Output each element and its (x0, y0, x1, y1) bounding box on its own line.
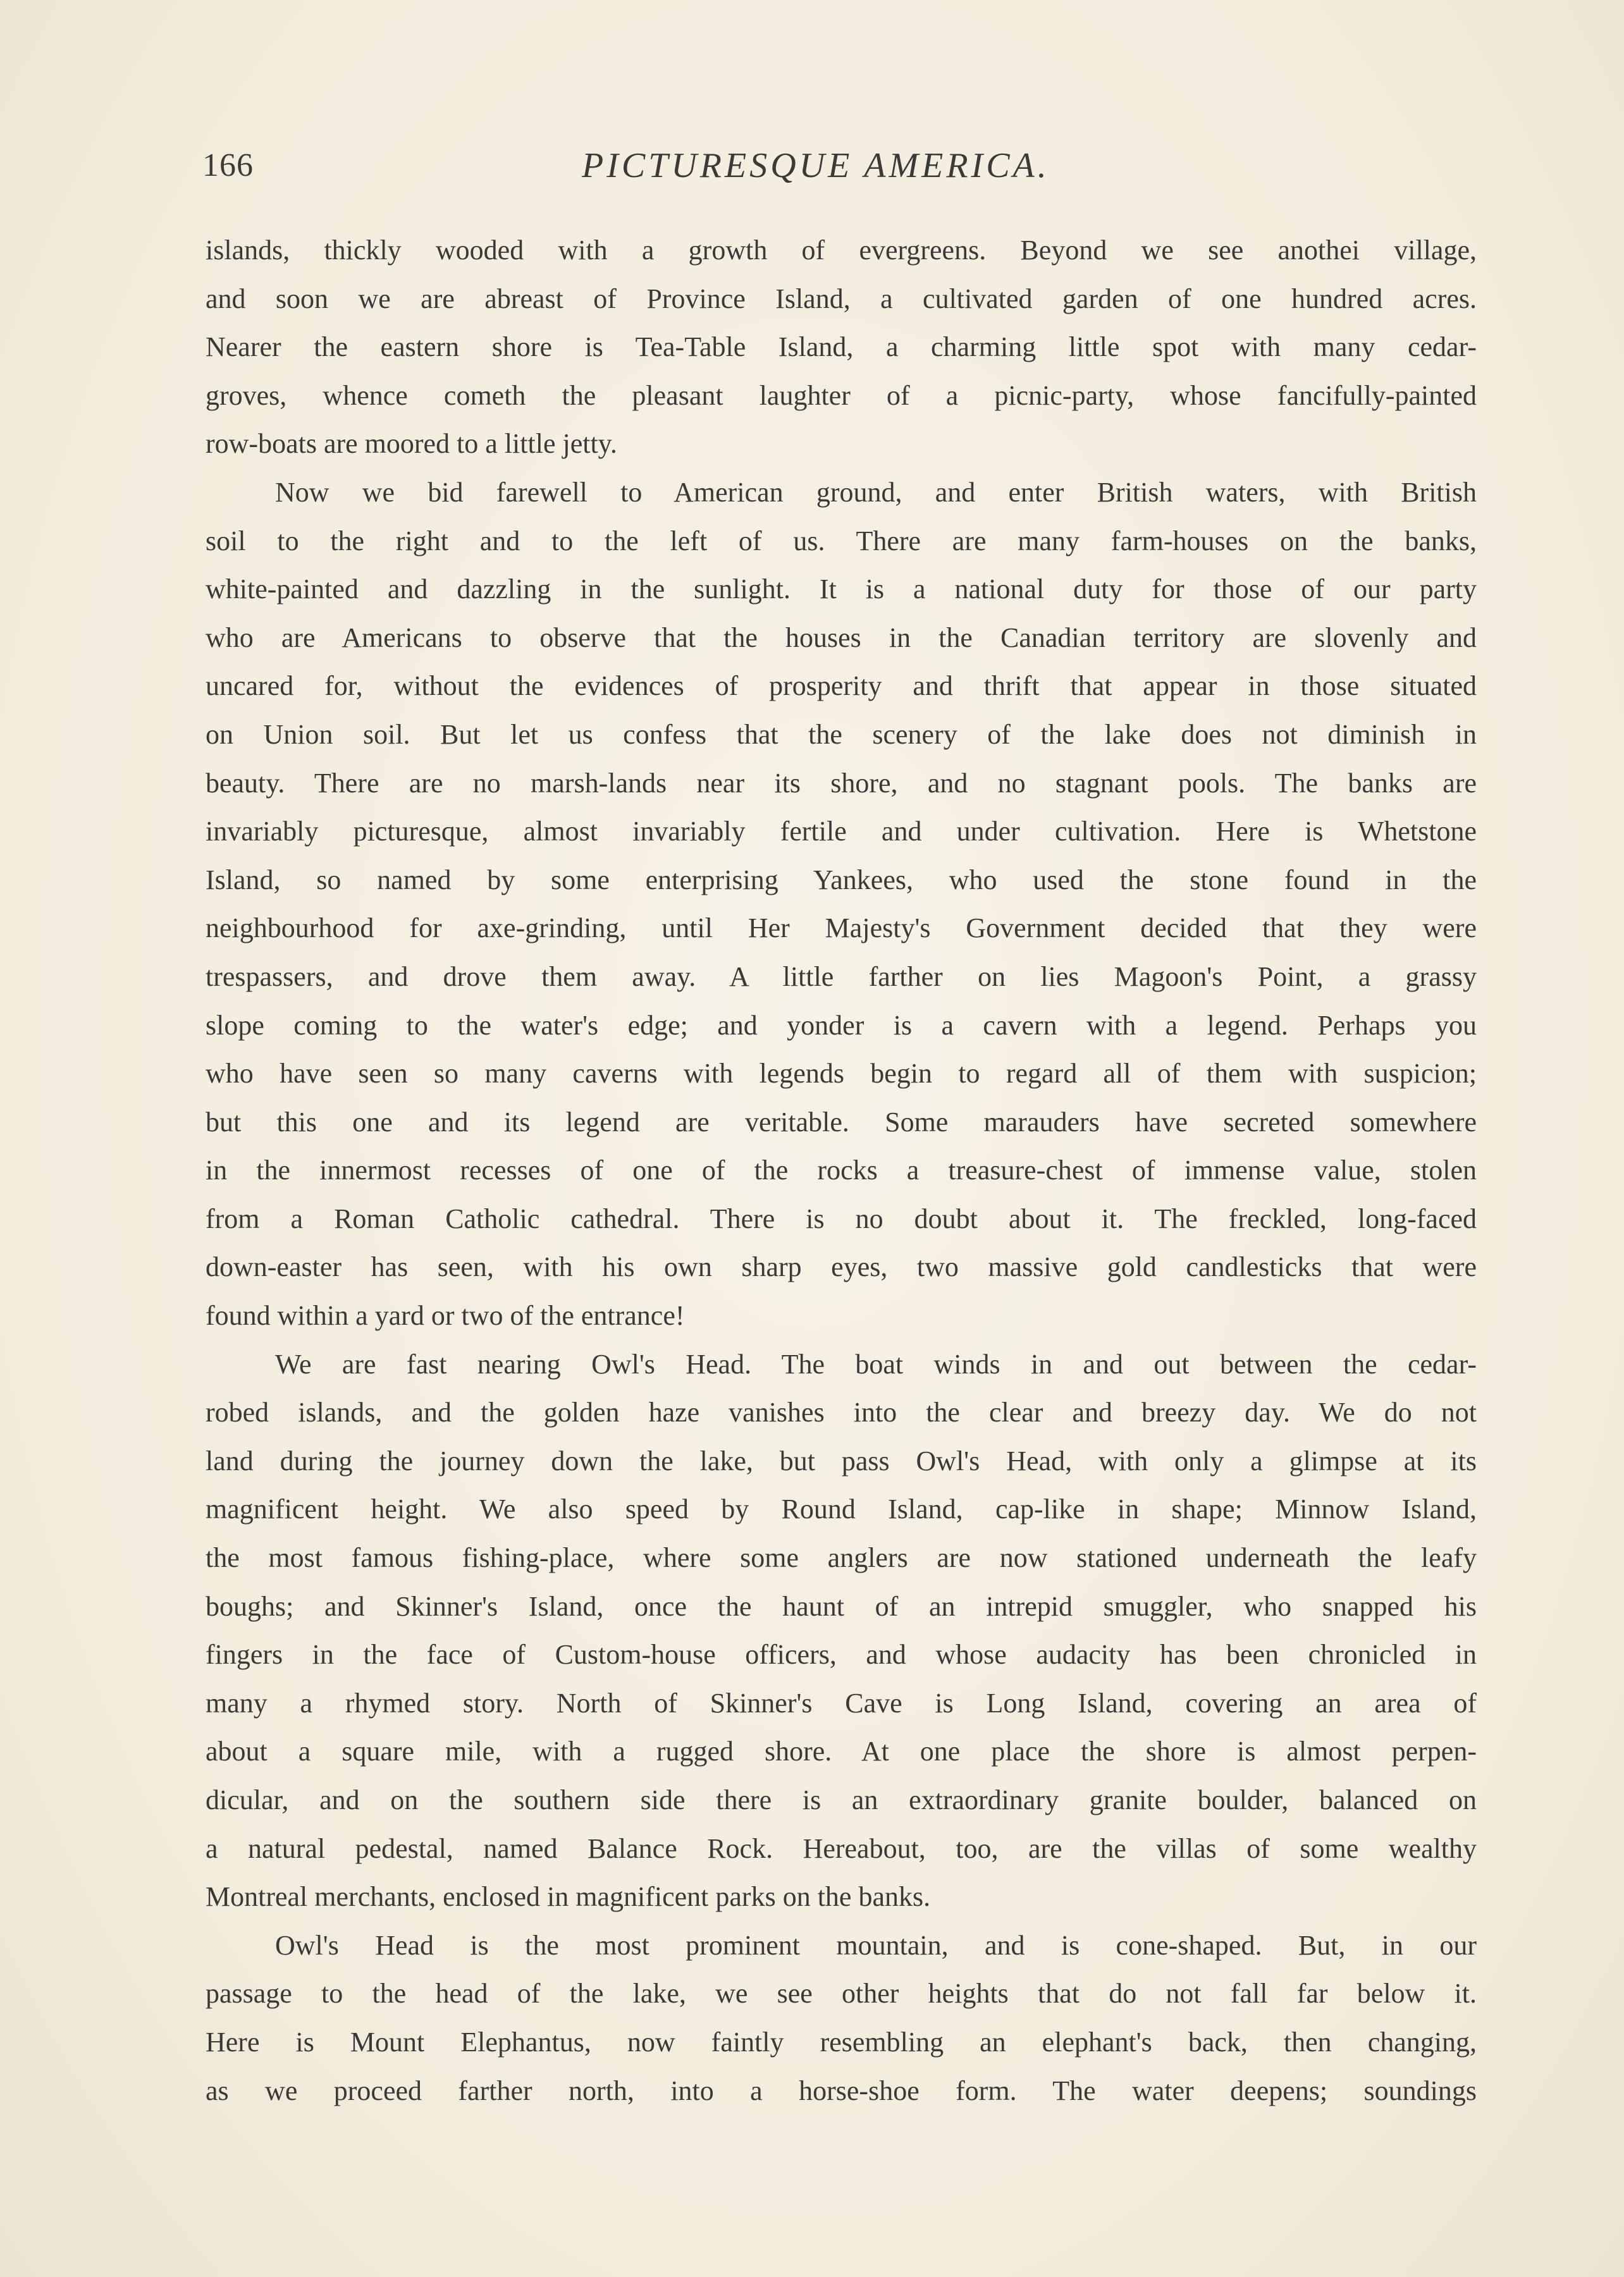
text-line: slope coming to the water's edge; and yonder is a cavern with a legend. Perhaps you (206, 1009, 1477, 1041)
text-line: Now we bid farewell to American ground, and enter British waters, with British (275, 476, 1477, 508)
text-line: passage to the head of the lake, we see other heights that do not fall far below it. (206, 1978, 1477, 2010)
text-line: Island, so named by some enterprising Yankees, who used the stone found in the (206, 864, 1477, 895)
paragraph (206, 469, 1477, 1341)
text-line: dicular, and on the southern side there is an extraordinary granite boulder, balanced on (206, 1784, 1477, 1815)
text-line: groves, whence cometh the pleasant laughter of a picnic-party, whose fancifully-painted (206, 379, 1477, 411)
body-text (206, 226, 1477, 2115)
text-line: from a Roman Catholic cathedral. There is no doubt about it. The freckled, long-faced (206, 1203, 1477, 1234)
text-line: row-boats are moored to a little jetty. (206, 428, 617, 460)
text-line: Here is Mount Elephantus, now faintly resembling an elephant's back, then changing, (206, 2026, 1477, 2058)
text-line: Montreal merchants, enclosed in magnificent parks on the banks. (206, 1881, 931, 1913)
text-line: and soon we are abreast of Province Island, a cultivated garden of one hundred acres. (206, 283, 1477, 314)
text-line: down-easter has seen, with his own sharp eyes, two massive gold candlesticks that were (206, 1251, 1477, 1283)
paragraph (206, 226, 1477, 469)
text-line: magnificent height. We also speed by Round Island, cap-like in shape; Minnow Island, (206, 1494, 1477, 1525)
text-line: islands, thickly wooded with a growth of evergreens. Beyond we see anothei village, (206, 235, 1477, 266)
text-line: as we proceed farther north, into a horse-shoe form. The water deepens; soundings (206, 2075, 1477, 2106)
text-line: invariably picturesque, almost invariably fertile and under cultivation. Here is Whetstone (206, 816, 1477, 847)
text-line: soil to the right and to the left of us. There are many farm-houses on the banks, (206, 525, 1477, 556)
text-line: on Union soil. But let us confess that the scenery of the lake does not diminish in (206, 718, 1477, 750)
running-title: PICTURESQUE AMERICA. (582, 146, 1050, 185)
text-line: found within a yard or two of the entrance! (206, 1300, 685, 1332)
text-line: Owl's Head is the most prominent mountain, and is cone-shaped. But, in our (275, 1929, 1477, 1961)
page-number: 166 (202, 147, 254, 183)
text-line: white-painted and dazzling in the sunlight. It is a national duty for those of our party (206, 574, 1477, 605)
text-line: the most famous fishing-place, where some anglers are now stationed underneath the leafy (206, 1542, 1477, 1574)
text-line: in the innermost recesses of one of the rocks a treasure-chest of immense value, stolen (206, 1155, 1477, 1186)
text-line: trespassers, and drove them away. A little farther on lies Magoon's Point, a grassy (206, 961, 1477, 992)
text-line: about a square mile, with a rugged shore. At one place the shore is almost perpen- (206, 1736, 1477, 1767)
text-line: beauty. There are no marsh-lands near its shore, and no stagnant pools. The banks are (206, 767, 1477, 799)
text-line: We are fast nearing Owl's Head. The boat winds in and out between the cedar- (275, 1348, 1477, 1380)
text-line: uncared for, without the evidences of prosperity and thrift that appear in those situated (206, 670, 1477, 702)
text-line: neighbourhood for axe-grinding, until Her Majesty's Government decided that they were (206, 912, 1477, 944)
text-line: but this one and its legend are veritable. Some marauders have secreted somewhere (206, 1106, 1477, 1138)
text-line: robed islands, and the golden haze vanishes into the clear and breezy day. We do not (206, 1397, 1477, 1428)
text-line: land during the journey down the lake, but pass Owl's Head, with only a glimpse at its (206, 1445, 1477, 1476)
paragraph (206, 1922, 1477, 2115)
text-line: boughs; and Skinner's Island, once the haunt of an intrepid smuggler, who snapped his (206, 1590, 1477, 1622)
text-line: fingers in the face of Custom-house officers, and whose audacity has been chronicled in (206, 1639, 1477, 1671)
paragraph (206, 1341, 1477, 1922)
text-line: Nearer the eastern shore is Tea-Table Island, a charming little spot with many cedar- (206, 331, 1477, 363)
text-line: many a rhymed story. North of Skinner's Cave is Long Island, covering an area of (206, 1687, 1477, 1719)
text-line: who have seen so many caverns with legends begin to regard all of them with suspicion; (206, 1058, 1477, 1089)
text-line: who are Americans to observe that the houses in the Canadian territory are slovenly and (206, 622, 1477, 653)
page-header (202, 140, 1480, 197)
text-line: a natural pedestal, named Balance Rock. Hereabout, too, are the villas of some wealthy (206, 1832, 1477, 1864)
